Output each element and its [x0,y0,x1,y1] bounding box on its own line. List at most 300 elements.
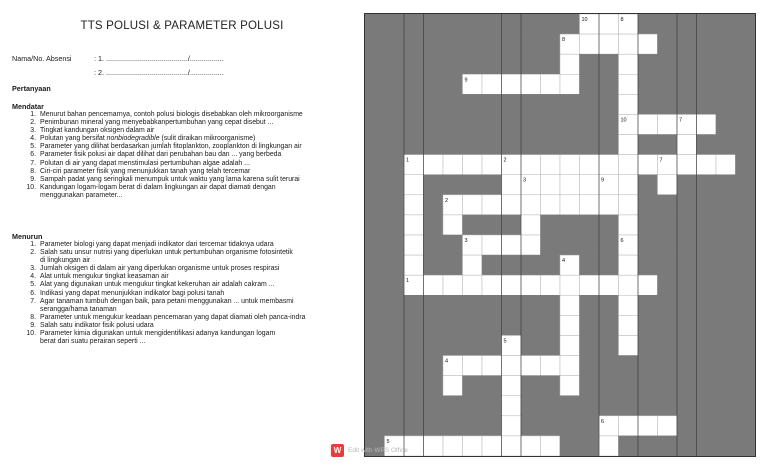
answer-cell[interactable] [424,275,444,295]
block-cell [697,255,717,275]
block-cell [638,195,658,215]
block-cell [365,235,385,255]
answer-cell[interactable] [619,295,639,315]
block-cell [365,376,385,396]
answer-cell[interactable] [443,436,463,456]
menurun-clue-1 [12,241,364,249]
answer-cell[interactable] [560,356,580,376]
block-cell [385,14,405,34]
block-cell [424,215,444,235]
block-cell [580,335,600,355]
answer-cell[interactable] [619,315,639,335]
block-cell [424,335,444,355]
block-cell [560,114,580,134]
answer-cell[interactable] [619,175,639,195]
answer-cell[interactable] [482,275,502,295]
block-cell [385,135,405,155]
answer-cell[interactable] [463,436,483,456]
answer-cell[interactable] [716,155,736,175]
block-cell [463,396,483,416]
answer-cell[interactable] [619,275,639,295]
answer-cell[interactable] [424,436,444,456]
answer-cell[interactable] [502,416,522,436]
answer-cell[interactable] [638,34,658,54]
block-cell [404,315,424,335]
answer-cell[interactable] [502,356,522,376]
block-cell [619,376,639,396]
answer-cell[interactable] [619,135,639,155]
answer-cell[interactable] [521,436,541,456]
answer-cell[interactable] [482,155,502,175]
answer-cell[interactable] [463,275,483,295]
answer-cell[interactable] [521,356,541,376]
block-cell [580,416,600,436]
answer-cell[interactable] [638,416,658,436]
block-cell [463,135,483,155]
block-cell [443,255,463,275]
block-cell [677,54,697,74]
block-cell [521,34,541,54]
answer-cell[interactable] [619,215,639,235]
answer-cell[interactable] [638,155,658,175]
answer-cell[interactable] [580,34,600,54]
block-cell [677,34,697,54]
block-cell [482,175,502,195]
answer-cell[interactable] [599,275,619,295]
block-cell [463,14,483,34]
block-cell [385,235,405,255]
answer-cell[interactable] [619,94,639,114]
block-cell [541,94,561,114]
clue-number-label: 3 [523,177,527,184]
block-cell [736,175,756,195]
block-cell [716,54,736,74]
block-cell [482,335,502,355]
block-cell [658,54,678,74]
block-cell [697,215,717,235]
mendatar-clue-6 [12,151,364,159]
clue-text: Ciri-ciri parameter fisik yang menunjukkan tanah yang telah tercemar [40,167,251,175]
answer-cell[interactable] [697,155,717,175]
block-cell [599,114,619,134]
mendatar-clue-2 [12,119,364,127]
answer-cell[interactable] [521,275,541,295]
answer-cell[interactable] [599,34,619,54]
clue-number-label: 2 [445,197,449,204]
answer-cell[interactable] [502,376,522,396]
answer-cell[interactable] [404,195,424,215]
block-cell [502,114,522,134]
answer-cell[interactable] [502,436,522,456]
answer-cell[interactable] [443,155,463,175]
block-cell [619,356,639,376]
wps-watermark [331,444,408,457]
answer-cell[interactable] [502,275,522,295]
answer-cell[interactable] [619,416,639,436]
block-cell [580,315,600,335]
answer-cell[interactable] [521,195,541,215]
menurun-heading: Menurun [12,232,43,241]
clue-number-label: 7 [659,157,663,164]
clue-number: 3. [30,265,36,273]
clue-number-label: 6 [601,418,605,425]
block-cell [404,416,424,436]
answer-cell[interactable] [541,436,561,456]
mendatar-clue-7 [12,160,364,168]
answer-cell[interactable] [541,155,561,175]
block-cell [736,94,756,114]
block-cell [443,34,463,54]
block-cell [580,114,600,134]
block-cell [424,315,444,335]
clue-number-label: 9 [464,77,468,84]
block-cell [502,295,522,315]
clue-text: di lingkungan air [40,257,91,265]
block-cell [697,436,717,456]
block-cell [560,135,580,155]
answer-cell[interactable] [580,175,600,195]
block-cell [599,54,619,74]
block-cell [736,396,756,416]
answer-cell[interactable] [463,195,483,215]
block-cell [736,335,756,355]
block-cell [482,14,502,34]
block-cell [697,94,717,114]
block-cell [716,34,736,54]
clue-text: Polutan di air yang dapat menstimulasi pertumbuhan algae adalah ... [40,159,250,167]
block-cell [599,94,619,114]
block-cell [677,94,697,114]
block-cell [677,235,697,255]
block-cell [482,376,502,396]
block-cell [736,54,756,74]
block-cell [385,195,405,215]
answer-cell[interactable] [560,315,580,335]
answer-cell[interactable] [521,155,541,175]
block-cell [599,74,619,94]
block-cell [404,74,424,94]
clue-text: Parameter untuk mengukur keadaan pencemaran yang dapat diamati oleh panca-indra [40,313,306,321]
block-cell [482,135,502,155]
block-cell [404,376,424,396]
answer-cell[interactable] [541,195,561,215]
answer-cell[interactable] [482,356,502,376]
answer-cell[interactable] [658,416,678,436]
pertanyaan-heading: Pertanyaan [12,84,51,93]
clue-number: 4. [30,135,36,143]
block-cell [521,135,541,155]
answer-cell[interactable] [463,255,483,275]
block-cell [658,94,678,114]
clue-text: Parameter biologi yang dapat menjadi indikator dari tercemar tidaknya udara [40,241,274,248]
block-cell [736,74,756,94]
block-cell [385,114,405,134]
name-field-line-1[interactable]: : 1. ........................................./................. [94,54,224,63]
clue-number: 7. [30,297,36,305]
answer-cell[interactable] [638,275,658,295]
block-cell [404,94,424,114]
block-cell [541,14,561,34]
block-cell [638,175,658,195]
answer-cell[interactable] [463,155,483,175]
block-cell [424,74,444,94]
block-cell [424,356,444,376]
block-cell [697,135,717,155]
block-cell [677,396,697,416]
block-cell [385,396,405,416]
block-cell [580,295,600,315]
answer-cell[interactable] [619,54,639,74]
answer-cell[interactable] [463,356,483,376]
block-cell [697,396,717,416]
answer-cell[interactable] [619,34,639,54]
block-cell [385,34,405,54]
block-cell [482,315,502,335]
clue-number: 9. [30,175,36,183]
block-cell [521,396,541,416]
block-cell [443,416,463,436]
block-cell [521,315,541,335]
block-cell [365,135,385,155]
block-cell [638,255,658,275]
answer-cell[interactable] [482,74,502,94]
block-cell [736,255,756,275]
block-cell [385,255,405,275]
name-field-label: Nama/No. Absensi [12,54,72,63]
block-cell [463,54,483,74]
block-cell [404,356,424,376]
block-cell [697,34,717,54]
answer-cell[interactable] [560,275,580,295]
block-cell [424,235,444,255]
clue-number-label: 6 [620,238,624,244]
block-cell [658,436,678,456]
block-cell [716,14,736,34]
block-cell [716,376,736,396]
block-cell [716,315,736,335]
answer-cell[interactable] [560,74,580,94]
clue-text: Alat yang digunakan untuk mengukur tingkat kekeruhan air adalah cakram ... [40,281,275,289]
block-cell [482,114,502,134]
menurun-clue-6 [12,290,364,298]
block-cell [482,54,502,74]
block-cell [638,356,658,376]
clue-text: Parameter yang dilihat berdasarkan jumlah fitoplankton, zooplankton di lingkungan air [40,143,302,151]
block-cell [638,135,658,155]
block-cell [580,94,600,114]
answer-cell[interactable] [443,376,463,396]
block-cell [541,255,561,275]
clue-text: Parameter fisik polusi air dapat dilihat dari perubahan bau dan ... yang berbeda [40,151,282,159]
block-cell [502,94,522,114]
answer-cell[interactable] [404,235,424,255]
answer-cell[interactable] [482,195,502,215]
block-cell [404,14,424,34]
block-cell [541,135,561,155]
clue-number: 1. [30,241,36,248]
block-cell [599,255,619,275]
answer-cell[interactable] [502,396,522,416]
answer-cell[interactable] [658,114,678,134]
answer-cell[interactable] [580,195,600,215]
answer-cell[interactable] [541,175,561,195]
answer-cell[interactable] [521,74,541,94]
answer-cell[interactable] [541,356,561,376]
block-cell [541,235,561,255]
block-cell [658,376,678,396]
answer-cell[interactable] [424,155,444,175]
block-cell [677,175,697,195]
block-cell [541,416,561,436]
answer-cell[interactable] [599,195,619,215]
clue-number: 7. [30,159,36,167]
crossword-grid-svg[interactable] [365,14,755,456]
answer-cell[interactable] [580,155,600,175]
answer-cell[interactable] [482,235,502,255]
block-cell [443,74,463,94]
answer-cell[interactable] [580,275,600,295]
block-cell [619,396,639,416]
clue-number: 5. [30,281,36,289]
clue-number: 2. [30,119,36,127]
block-cell [424,255,444,275]
block-cell [443,396,463,416]
answer-cell[interactable] [560,376,580,396]
clue-text: Salah satu unsur nutrisi yang diperlukan untuk pertumbuhan organisme fotosintetik [40,249,293,257]
answer-cell[interactable] [619,155,639,175]
watermark-text: Edit with WPS Office [348,447,408,454]
answer-cell[interactable] [619,335,639,355]
block-cell [560,14,580,34]
answer-cell[interactable] [404,175,424,195]
answer-cell[interactable] [599,14,619,34]
block-cell [404,34,424,54]
answer-cell[interactable] [404,255,424,275]
answer-cell[interactable] [502,74,522,94]
clue-number: 6. [30,289,36,297]
block-cell [716,396,736,416]
block-cell [580,396,600,416]
answer-cell[interactable] [677,155,697,175]
answer-cell[interactable] [521,215,541,235]
block-cell [443,315,463,335]
block-cell [736,376,756,396]
answer-cell[interactable] [502,195,522,215]
answer-cell[interactable] [502,235,522,255]
block-cell [385,376,405,396]
menurun-clue-10 [12,330,364,346]
block-cell [385,175,405,195]
block-cell [541,34,561,54]
name-field-line-2[interactable]: : 2. ........................................./................. [94,68,224,77]
block-cell [560,396,580,416]
block-cell [658,295,678,315]
answer-cell[interactable] [638,114,658,134]
answer-cell[interactable] [599,436,619,456]
answer-cell[interactable] [502,175,522,195]
block-cell [463,34,483,54]
answer-cell[interactable] [482,436,502,456]
answer-cell[interactable] [619,255,639,275]
block-cell [677,275,697,295]
block-cell [541,114,561,134]
block-cell [716,195,736,215]
block-cell [677,215,697,235]
block-cell [619,436,639,456]
answer-cell[interactable] [443,215,463,235]
block-cell [677,195,697,215]
answer-cell[interactable] [658,175,678,195]
block-cell [502,215,522,235]
block-cell [365,54,385,74]
block-cell [736,215,756,235]
answer-cell[interactable] [560,54,580,74]
clue-number: 2. [30,249,36,257]
answer-cell[interactable] [619,195,639,215]
mendatar-clue-3 [12,127,364,135]
block-cell [463,416,483,436]
answer-cell[interactable] [404,215,424,235]
block-cell [677,416,697,436]
answer-cell[interactable] [541,275,561,295]
block-cell [697,175,717,195]
answer-cell[interactable] [521,235,541,255]
block-cell [658,396,678,416]
block-cell [716,335,736,355]
block-cell [560,436,580,456]
block-cell [560,94,580,114]
answer-cell[interactable] [697,114,717,134]
menurun-clue-7 [12,298,364,314]
block-cell [365,175,385,195]
answer-cell[interactable] [443,275,463,295]
answer-cell[interactable] [560,295,580,315]
block-cell [404,54,424,74]
answer-cell[interactable] [560,155,580,175]
clue-number-label: 3 [464,238,468,244]
block-cell [697,315,717,335]
answer-cell[interactable] [541,74,561,94]
block-cell [677,335,697,355]
block-cell [482,215,502,235]
menurun-clue-5 [12,281,364,289]
block-cell [365,215,385,235]
block-cell [385,356,405,376]
clue-text: Kandungan logam-logam berat di dalam lingkungan air dapat diamati dengan [40,183,276,191]
block-cell [580,54,600,74]
block-cell [580,135,600,155]
clue-number-label: 9 [601,177,605,184]
block-cell [697,416,717,436]
answer-cell[interactable] [677,135,697,155]
answer-cell[interactable] [560,195,580,215]
block-cell [463,335,483,355]
answer-cell[interactable] [619,74,639,94]
clue-text: Sampah padat yang seringkali menumpuk untuk waktu yang lama karena sulit terurai [40,175,300,183]
answer-cell[interactable] [560,335,580,355]
clue-number: 4. [30,273,36,281]
crossword-grid[interactable] [364,13,756,457]
block-cell [736,436,756,456]
answer-cell[interactable] [560,175,580,195]
block-cell [697,275,717,295]
clue-text: Alat untuk mengukur tingkat keasaman air [40,273,169,281]
block-cell [424,34,444,54]
menurun-clue-9 [12,322,364,330]
block-cell [716,175,736,195]
block-cell [736,135,756,155]
answer-cell[interactable] [599,155,619,175]
